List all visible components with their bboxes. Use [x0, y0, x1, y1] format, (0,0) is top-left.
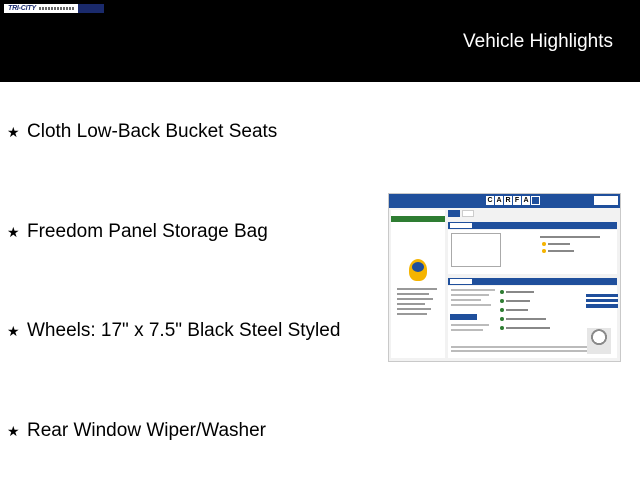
- carfax-tabs: [448, 210, 474, 217]
- text-line: [540, 236, 600, 238]
- dealer-logo[interactable]: [4, 4, 104, 13]
- print-button: [594, 196, 618, 205]
- feature-label: Wheels: 17" x 7.5" Black Steel Styled: [27, 320, 341, 341]
- check-icon: [500, 326, 504, 330]
- buyback-guarantee-badge-icon: [409, 259, 427, 281]
- carfax-topbar: [389, 194, 620, 208]
- carfax-main: [447, 210, 618, 358]
- check-icon: [500, 317, 504, 321]
- page-title: Vehicle Highlights: [463, 31, 613, 52]
- star-bullet-icon: ★: [7, 124, 20, 140]
- dealer-info-lines: [397, 288, 439, 318]
- history-icon: [542, 242, 546, 246]
- history-icon: [542, 249, 546, 253]
- feature-label: Cloth Low-Back Bucket Seats: [27, 121, 278, 142]
- feature-label: Freedom Panel Storage Bag: [27, 221, 268, 242]
- star-bullet-icon: ★: [7, 323, 20, 339]
- value-report-bar: [448, 222, 617, 229]
- dealer-logo-name: TRI-CITY: [8, 5, 36, 12]
- feature-item: [7, 420, 266, 442]
- text-line: [451, 294, 489, 296]
- feature-label: Rear Window Wiper/Washer: [27, 420, 266, 441]
- feature-item: [7, 221, 268, 243]
- text-line: [506, 291, 534, 293]
- text-line: [451, 299, 481, 301]
- ownership-ribbon: [450, 314, 477, 320]
- check-icon: [500, 299, 504, 303]
- text-line: [506, 327, 550, 329]
- history-report-bar: [448, 278, 617, 285]
- text-line: [451, 350, 601, 352]
- feature-item: [7, 320, 340, 342]
- info-callout-line: [586, 304, 618, 308]
- feature-item: [7, 121, 277, 143]
- dealer-logo-contact: [78, 4, 104, 13]
- text-line: [451, 289, 495, 291]
- star-bullet-icon: ★: [7, 423, 20, 439]
- header-banner: [0, 0, 640, 82]
- info-callout-line: [586, 299, 618, 302]
- check-icon: [500, 308, 504, 312]
- carfax-logo: C A R F A: [486, 196, 540, 205]
- text-line: [451, 324, 489, 326]
- text-line: [506, 318, 546, 320]
- text-line: [506, 309, 528, 311]
- carfax-report-thumbnail[interactable]: [388, 193, 621, 362]
- check-icon: [500, 290, 504, 294]
- text-line: [451, 304, 491, 306]
- carfax-sidebar: [391, 210, 445, 358]
- text-line: [548, 243, 570, 245]
- dealer-logo-tagline: [39, 7, 75, 10]
- value-report-panel: [448, 230, 617, 274]
- star-bullet-icon: ★: [7, 224, 20, 240]
- vehicle-name-line: [391, 210, 445, 212]
- text-line: [451, 329, 483, 331]
- carfox-mascot-icon: [587, 328, 611, 354]
- info-callout-line: [586, 294, 618, 297]
- sidebar-item: [391, 227, 445, 232]
- carfax-mini-logo: [450, 223, 472, 228]
- carfax-mini-logo: [450, 279, 472, 284]
- text-line: [548, 250, 574, 252]
- text-line: [506, 300, 530, 302]
- value-chart-box: [451, 233, 501, 267]
